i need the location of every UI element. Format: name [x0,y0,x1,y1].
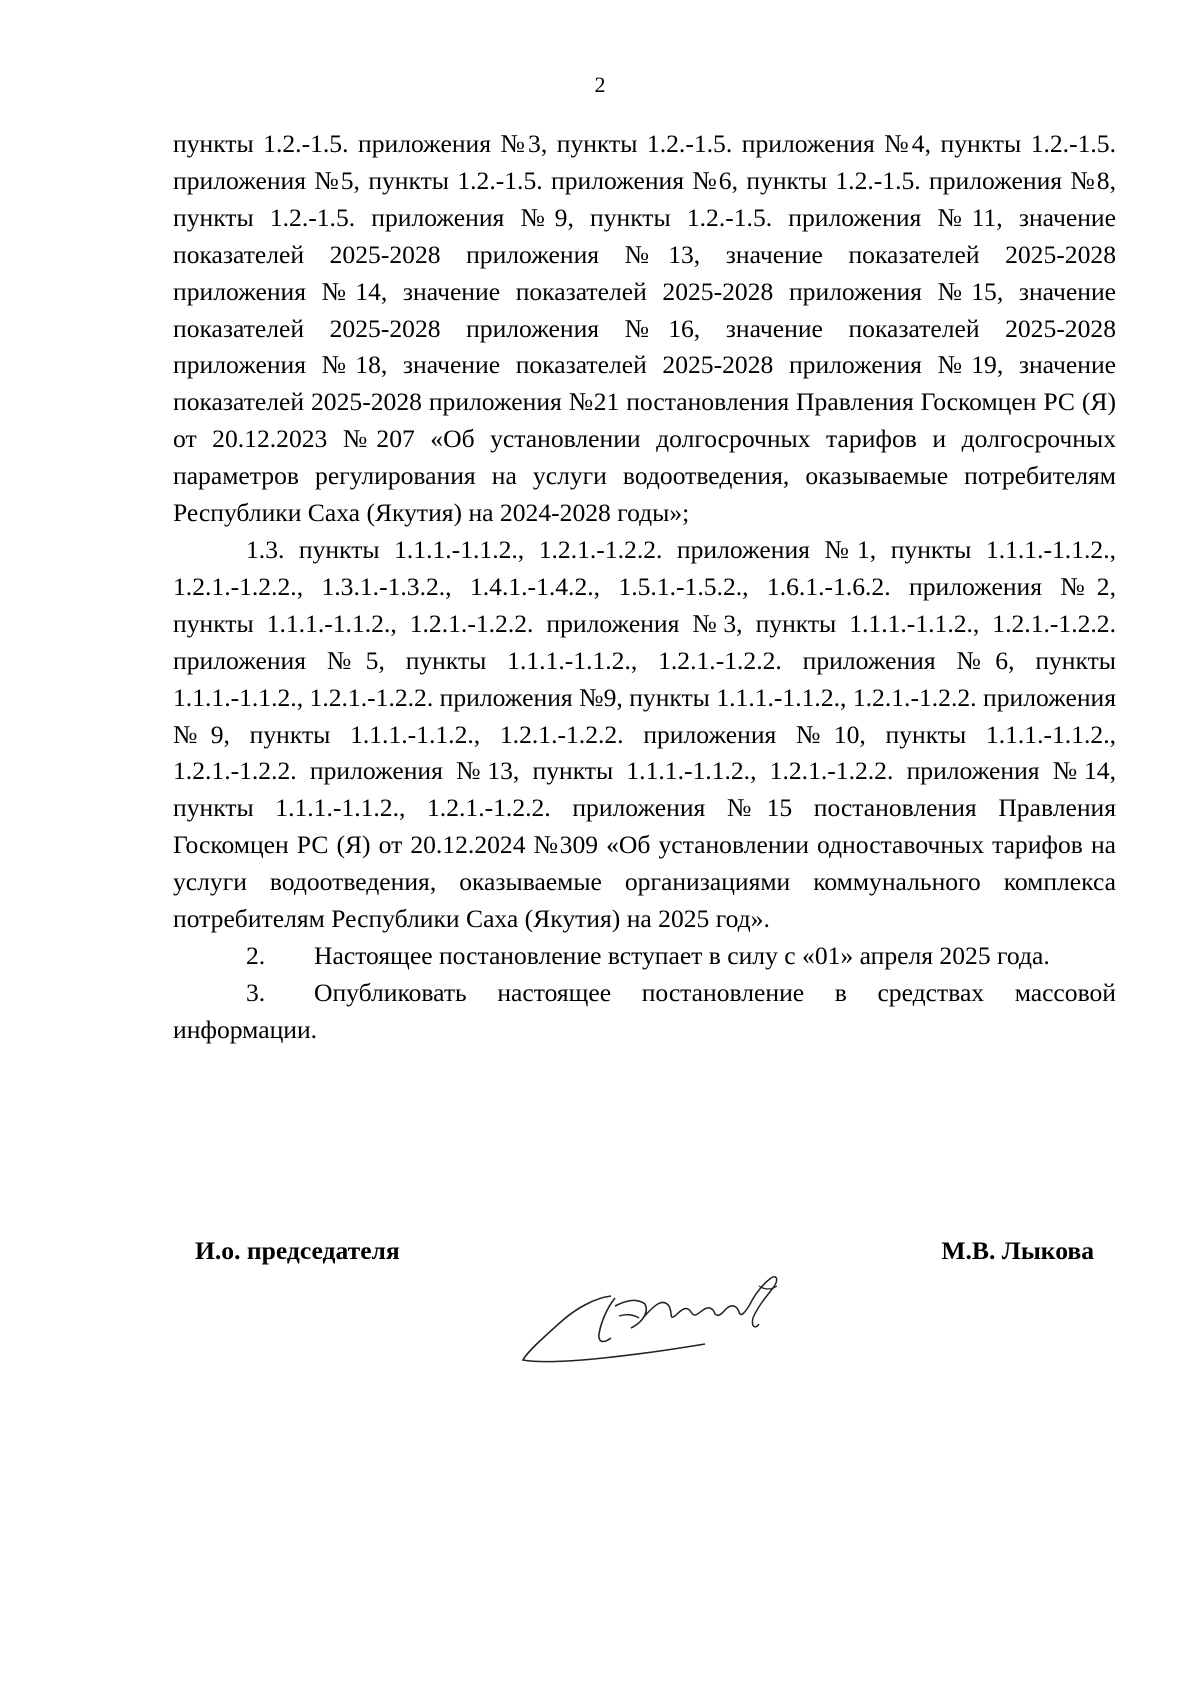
signatory-name: М.В. Лыкова [941,1236,1094,1265]
paragraph-2-number: 2. [246,940,266,970]
signatory-position: И.о. председателя [195,1236,400,1265]
handwritten-signature [515,1256,805,1366]
paragraph-1-3: 1.3. пункты 1.1.1.-1.1.2., 1.2.1.-1.2.2. приложения №1, пункты 1.1.1.-1.1.2., 1.2.1.-1.2.2., 1.3.1.-1.3.2., 1.4.1.-1.4.2., 1.5.1.-1.5.2., 1.6.1.-1.6.2. приложения №2, пункты 1.1.1.-1.1.2., 1.2.1.-1.2.2. приложения №3, пункты 1.1.1.-1.1.2., 1.2.1.-1.2.2. приложения №5, пункты 1.1.1.-1.1.2., 1.2.1.-1.2.2. приложения №6, пункты 1.1.1.-1.1.2., 1.2.1.-1.2.2. приложения №9, пункты 1.1.1.-1.1.2., 1.2.1.-1.2.2. приложения №9, пункты 1.1.1.-1.1.2., 1.2.1.-1.2.2. приложения №10, пункты 1.1.1.-1.1.2., 1.2.1.-1.2.2. приложения №13, пункты 1.1.1.-1.1.2., 1.2.1.-1.2.2. приложения №14, пункты 1.1.1.-1.1.2., 1.2.1.-1.2.2. приложения №15 постановления Правления Госкомцен РС (Я) от 20.12.2024 №309 «Об установлении одноставочных тарифов на услуги водоотведения, оказываемые организациями коммунального комплекса потребителям Республики Саха (Якутия) на 2025 год». [173,534,1116,934]
paragraph-3-number: 3. [246,977,266,1007]
paragraph-1-2-continuation: пункты 1.2.-1.5. приложения №3, пункты 1.2.-1.5. приложения №4, пункты 1.2.-1.5. приложения №5, пункты 1.2.-1.5. приложения №6, пункты 1.2.-1.5. приложения №8, пункты 1.2.-1.5. приложения №9, пункты 1.2.-1.5. приложения №11, значение показателей 2025-2028 приложения №13, значение показателей 2025-2028 приложения №14, значение показателей 2025-2028 приложения №15, значение показателей 2025-2028 приложения №16, значение показателей 2025-2028 приложения №18, значение показателей 2025-2028 приложения №19, значение показателей 2025-2028 приложения №21 постановления Правления Госкомцен РС (Я) от 20.12.2023 №207 «Об установлении долгосрочных тарифов и долгосрочных параметров регулирования на услуги водоотведения, оказываемые потребителям Республики Саха (Якутия) на 2024-2028 годы»; [173,129,1116,528]
paragraph-2-text: Настоящее постановление вступает в силу с «01» апреля 2025 года. [314,940,1050,970]
paragraph-3 [173,975,1116,1049]
document-body [173,126,1116,1049]
signature-block [0,1236,1200,1356]
paragraph-2 [173,938,1116,975]
page-number: 2 [594,72,606,97]
paragraph-3-text: Опубликовать настоящее постановление в средствах массовой информации. [173,977,1116,1044]
